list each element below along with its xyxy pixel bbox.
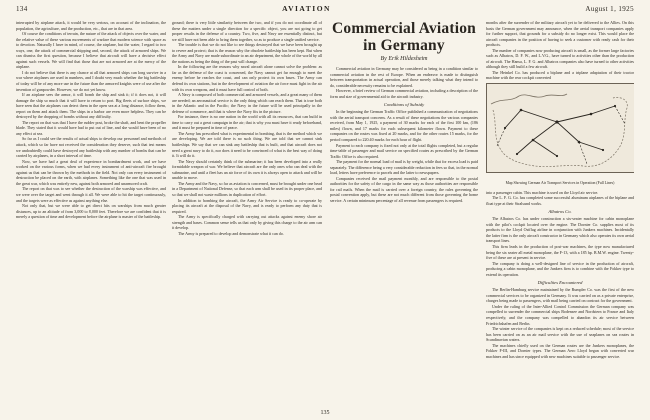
paragraph: Under the ruling of the Inter-Allied Control Commission the German company was compelled to surrender the commercial ships Bodensee and Nordstern to France and Italy respectively, and the company was compelled to abandon its air service between Friedrichshafen and Berlin. bbox=[486, 303, 634, 326]
article-title: Commercial Aviation in Germany bbox=[332, 20, 476, 54]
paragraph: Not only that, but we were able to get direct hits on warships from much greater distances, up to an altitude of from 3,000 to 8,000 feet. Therefore we are confident that it is merely a question of time and development before the airplane is master of the battleship. bbox=[16, 203, 166, 220]
page-footer bbox=[0, 410, 650, 416]
issue-date: August 1, 1925 bbox=[585, 4, 634, 13]
right-page-column-2 bbox=[486, 20, 634, 406]
paragraph: The Albatros Co. has under construction a six-seater machine for cabin monoplane with the pilot's cockpit located over the engine. The Dornier Co. supplies most of its products to the Lloyd Ostflug airline in conjunction with Junkers machines. Incidentally the latter firm is the only aircraft constructor in Germany which also operates its own aerial transport lines. bbox=[486, 216, 634, 244]
map-coastline bbox=[491, 94, 567, 104]
right-page-column-1 bbox=[330, 20, 478, 406]
map-caption: Map Showing German Air Transport Services in Operation (Full Lines) bbox=[505, 181, 615, 186]
paragraph: Now, we have had a great deal of experience in bombardment work, and we have worked on the various forms, when we had every instrument of anti-aircraft fire brought against us that can be thrown by the methods in the field. Not only can every instrument of destruction be placed on the earth, with airplanes. Something like the one that was used in the great war, which was entirely new, against both armored and unarmored craft. bbox=[16, 158, 166, 186]
paragraph: Commercial aviation in Germany may be considered as being in a condition similar to commercial aviation in the rest of Europe. When an endeavor is made to distinguish between transportation in actual operation, and those merely talking what they intend to do, considerable necessity remains to be explained. bbox=[330, 66, 478, 88]
paragraph: The number of companies now producing aircraft is small, as the former large factories such as Albatros, D. F. W., and L.V.G., have turned to activities other than the production of aircraft. The Hansa, L. F. G. and Albatros companies also have turned to other activities although they still build a few aircraft. bbox=[486, 47, 634, 70]
paragraph: The Army and the Navy, so far as aviation is concerned, must be brought under one head in a Department of National Defense, so that each arm shall be used in its proper place, and so that we shall not waste millions in duplication of effort. bbox=[172, 180, 322, 197]
section-heading: Albatros Co. bbox=[548, 209, 572, 215]
paragraph: The winter service of the companies is kept on a reduced schedule; most of the service has been carried on as an air mail service with the use of seaplanes on sea routes in Scandinavian waters. bbox=[486, 326, 634, 343]
paragraph: The Army has prescribed what is experimental in bombing, that is the method which we are developing. We are told there is no such thing. We are told that we cannot sink battleships. We say that we can sink any battleship that is built, and that aircraft does not need a great navy to do it, nor does it need to be convinced of what is the best way of doing it. It will do it. bbox=[172, 130, 322, 159]
city-markers bbox=[504, 105, 616, 157]
route-lines bbox=[505, 106, 615, 156]
page-header bbox=[16, 3, 634, 14]
page-number-right: 135 bbox=[320, 410, 330, 416]
left-page-column-2 bbox=[172, 20, 322, 406]
paragraph: months after the surrender of the military aircraft yet to be delivered to the Allies. On this basis the German government may announce, when the aerial transport companies apply for further support, that grounds for a subsidy do no longer exist. This would place the aircraft companies in the position of having to seek a customer with ready cash for their products. bbox=[486, 20, 634, 48]
paragraph: Of course the conditions of terrain, the nature of the attack of objects over the water, and the relative value of these various movements of warfare that modern science with space as to devotion. Naturally I have in mind, of course, the airplane, but the water, I regard to two ways, one, the attack of commercial shipping and, second, the attack of armored ships. We can dismiss the first question, because I believe that aircraft will have a decisive effect against such vessels. We will find that those that are not armored are at the mercy of the airplane. bbox=[16, 31, 166, 70]
paragraph: The machines chiefly used on the German routes are the Junkers monoplanes, the Fokker F-III, and Dornier types. The German Aero Lloyd began with converted war machines and has since equipped with new machines suitable to passenger service. bbox=[486, 342, 634, 359]
paragraph: ground; there is very little similarity between the two, and if you do not coordinate all of these the matters under a single direction for a specific object, you are not going to get proper results in the defense of a country. Two, five, and Navy are essentially distinct, but we still have not been able to bring them together, so as to produce a single unified service. bbox=[172, 20, 322, 42]
paragraph: The Heinkel Co. has produced a biplane and a triplane adaptation of their tractor machine with the rear cockpit converted bbox=[486, 69, 634, 81]
paragraph: In the following are the reasons why naval aircraft alone cannot solve the problem: as far as the defense of the coast is concerned, the Navy cannot get far enough to meet the enemy before he reaches the coast, and can only protect its own bases. The Army can defend its own stations, but in the development of aviation the air force must fight in the air with its own weapons, and it must have full control of both. bbox=[172, 64, 322, 92]
paragraph: However, a brief review of German commercial aviation, including a description of the form and size of governmental aid to the aircraft industry. bbox=[330, 88, 478, 99]
section-heading: Conditions of Subsidy bbox=[383, 102, 425, 108]
journal-name: AVIATION bbox=[282, 4, 331, 13]
paragraph: The Navy should certainly think of the submarine; it has been developed into a really formidable weapon of war. We believe that aircraft are the only ones who can deal with the submarine, and until a fleet has an air force of its own it is always open to attack and will be unable to move. bbox=[172, 158, 322, 181]
paragraph: In addition to bombing the aircraft, the Army Air Service is ready to co-operate by placing its aircraft at the disposal of the Navy, and is ready to perform any duty that is required. bbox=[172, 197, 322, 214]
paragraph: The Army is prepared to develop and demonstrate what it can do. bbox=[178, 230, 284, 236]
paragraph: The Army is specifically charged with carrying out attacks against enemy shore air strength and bases. Common sense tells us that only by giving this charge to the air arm can it develop. bbox=[172, 214, 322, 231]
paragraph: Payment to each company is fixed not only at the total flights completed, but a regular time-table of passenger and mail service on specified routes as prescribed by the German Traffic Office is also required. bbox=[330, 142, 478, 159]
paragraph: The report on that was that I have the rudder post, broke the shaft, and bent the propeller blade. They stated that it would have had to put out of line, and she would have been of no any effect at sea. bbox=[16, 119, 166, 136]
paragraph: A Navy is composed of both commercial and armored vessels, and a great many of them are needed; an aeronautical service is the only thing which can reach them. That is true both in the Atlantic and in the Pacific; the Navy in the future will be used principally in the defense of commerce, and that is where the Navy fits in the picture. bbox=[172, 92, 322, 114]
paragraph: interrupted by airplane attack, it would be very serious, on account of the inclination, the population, the agriculture, and the production, etc., that are in that area. bbox=[16, 20, 166, 31]
page-number-left: 134 bbox=[16, 4, 28, 13]
article-byline: By Erik Hildesheim bbox=[380, 56, 428, 62]
paragraph: The Berlin-Hamburg service maintained by the Rumpler Co. was the first of the new commercial services to be organized in Germany. It was carried on as a private enterprise, charges being made to passengers, with mail being carried on contract for the government. bbox=[486, 287, 634, 304]
paragraph: For instance, there is no one nation in the world with all its resources, that can build in time to carry out a great campaign in the air; that is why you must have it ready beforehand, and it must be prepared in time of peace. bbox=[172, 114, 322, 131]
paragraph: In the beginning the German Traffic Office published a communication of negotiations with the aerial transport concerns. As a result of these negotiations the various companies received, from May 1, 1925, a payment of 30 marks for each of the first 100 km, (186 miles) flown, and 17 marks for each subsequent kilometer flown. Payment to these companies on the routes was fixed at 20 marks, and for the other routes 15 marks, for the period compared to 220.40 marks for each hour of flight. bbox=[330, 109, 478, 143]
map-border bbox=[493, 98, 627, 167]
paragraph: into a passenger cabin. This machine is used on the Lloyd air service. bbox=[486, 189, 599, 195]
paragraph: The company is doing a well-designed line of service in the production of aircraft, producing a cabin monoplane, and the Junkers firm is to combine with the Fokker type to extend its operation. bbox=[486, 260, 634, 277]
paragraph: This firm leads in the production of post-war machines, the type now manufactured being the six seater all metal monoplane, the F-13, with a 185 hp. B.M.W. engine. Twenty-five of these are at present in service. bbox=[486, 243, 634, 261]
paragraph: The payment for the normal load of mail is by weight, while that for excess load is paid separately. The difference being a very considerable reduction in fees so that, in the normal load, letters have preference to parcels and the latter to newspapers. bbox=[330, 159, 478, 176]
air-routes-map bbox=[486, 83, 634, 173]
section-heading: Difficulties Encountered bbox=[537, 280, 583, 286]
paragraph: The trouble is that we do not like to see things destroyed that we have been brought up to revere and protect; that is the reason why the obsolete battleship has been kept. But when the Army and Navy are made subordinate to an air department, the whole of the world by all the nations as being the thing of the past will change. bbox=[172, 42, 322, 64]
paragraph: Companies received the mail payment monthly, and are responsible to the postal authorities for the safety of the cargo in the same way as those authorities are responsible for rail mails. When the mail is carried over a foreign country, the rules governing the postal convention apply, but these are not much different from those governing the home service. A certain minimum percentage of all revenue from passengers is required. bbox=[330, 175, 478, 204]
paragraph: The L. F. G. Co. has completed some successful aluminum airplanes of the biplane and float type at their Stralsund works. bbox=[486, 195, 634, 206]
paragraph: The report on that was to see whether the destruction of the warship was effective, and we were over the target and went through it all. We were able to hit the target continuously, and the targets were as effective as against anything else. bbox=[16, 186, 166, 203]
left-page-column-1 bbox=[16, 20, 166, 406]
paragraph: I do not believe that there is any chance at all that armored ships can long survive in a war where airplanes are used in numbers, and I doubt very much whether the big battleship of today will be of any more use in the future than the armored knights were of use after the invention of gunpowder. However, we do not yet know. bbox=[16, 69, 166, 92]
route-lines-planned bbox=[497, 106, 625, 164]
paragraph: So far as I could see the results of actual ships to develop our personnel and methods of attack, which so far have not received the consideration they deserve, such that test means we undoubtedly could have destroyed any battleship with any number of bombs that can be carried by airplanes, in a short interval of time. bbox=[16, 136, 166, 159]
paragraph: If an airplane sees the armor, it will bomb the ship and sink it; if it does not, it will damage the ship so much that it will have to return to port. Big fleets of surface ships, we have seen that the airplanes can detect them in the open sea at a long distance, follow them, report on them and attack them. The ships in a harbor are even more helpless. They can be destroyed by the dropping of bombs without any difficulty. bbox=[16, 92, 166, 120]
